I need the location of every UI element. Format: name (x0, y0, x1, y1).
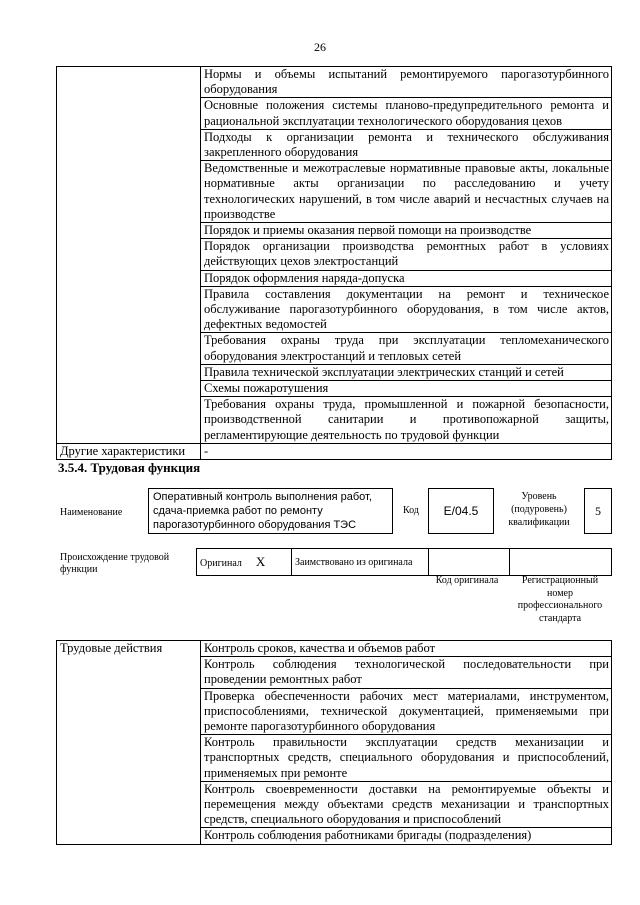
code-original-cell (429, 549, 510, 576)
other-characteristics-value: - (201, 443, 612, 459)
knowledge-item: Порядок оформления наряда-допуска (201, 270, 612, 286)
labor-action-row (57, 641, 612, 657)
knowledge-item: Схемы пожаротушения (201, 381, 612, 397)
qualification-level-box: 5 (584, 488, 612, 534)
reg-number-label: Регистрационный номер профессионального стандарта (517, 575, 603, 624)
original-mark: X (255, 553, 266, 569)
function-name-box: Оперативный контроль выполнения работ, сдача-приемка работ по ремонту парогазотурбинного оборудования ТЭС (148, 488, 393, 534)
labor-action-item: Контроль сроков, качества и объемов работ (201, 641, 612, 657)
knowledge-item: Требования охраны труда при эксплуатации тепломеханического оборудования электростанций и тепловых сетей (201, 333, 612, 364)
knowledge-item: Ведомственные и межотраслевые нормативные правовые акты, локальные нормативные акты организации по расследованию и учету технологических нарушений, в том числе аварий и несчастных случаев на производстве (201, 161, 612, 223)
knowledge-row (57, 67, 612, 98)
code-original-label: Код оригинала (435, 575, 499, 586)
knowledge-item: Требования охраны труда, промышленной и пожарной безопасности, производственной санитарии и противопожарной защиты, регламентирующие деятельность по трудовой функции (201, 397, 612, 444)
reg-number-cell (510, 549, 612, 576)
code-label: Код (403, 505, 419, 516)
knowledge-item: Правила технической эксплуатации электрических станций и сетей (201, 364, 612, 380)
page-number: 26 (314, 40, 326, 54)
knowledge-item: Порядок и приемы оказания первой помощи на производстве (201, 223, 612, 239)
knowledge-item: Порядок организации производства ремонтных работ в условиях действующих цехов электростанций (201, 239, 612, 270)
qualification-level-label: Уровень (подуровень) квалификации (508, 491, 570, 528)
labor-action-item: Контроль своевременности доставки на ремонтируемые объекты и перемещения между объектами средств механизации и транспортных средств, специального оборудования и приспособлений (201, 781, 612, 828)
original-label: Оригинал (200, 557, 242, 569)
name-label: Наименование (60, 507, 123, 518)
labor-action-item: Контроль соблюдения технологической последовательности при проведении ремонтных работ (201, 657, 612, 688)
origin-label: Происхождение трудовой функции (60, 552, 170, 575)
labor-action-item: Контроль правильности эксплуатации средств механизации и транспортных средств, специального оборудования и приспособлений, применяемых при ремонте (201, 735, 612, 782)
other-characteristics-label: Другие характеристики (57, 443, 201, 459)
knowledge-item: Подходы к организации ремонта и технического обслуживания закрепленного оборудования (201, 129, 612, 160)
section-title: 3.5.4. Трудовая функция (58, 460, 201, 475)
other-characteristics-row (57, 443, 612, 459)
origin-table (196, 548, 612, 576)
labor-action-item: Контроль соблюдения работниками бригады (подразделения) (201, 828, 612, 844)
knowledge-label-cell (57, 67, 201, 444)
labor-actions-label: Трудовые действия (57, 641, 201, 845)
original-cell (197, 549, 292, 576)
code-value-box: E/04.5 (428, 488, 494, 534)
labor-actions-table (56, 640, 612, 845)
knowledge-item: Нормы и объемы испытаний ремонтируемого парогазотурбинного оборудования (201, 67, 612, 98)
knowledge-item: Основные положения системы планово-предупредительного ремонта и рациональной эксплуатации технологического оборудования цехов (201, 98, 612, 129)
borrowed-cell: Заимствовано из оригинала (292, 549, 429, 576)
knowledge-item: Правила составления документации на ремонт и техническое обслуживание парогазотурбинного оборудования, в том числе актов, дефектных ведомостей (201, 286, 612, 333)
labor-action-item: Проверка обеспеченности рабочих мест материалами, инструментом, приспособлениями, технической документацией, применяемыми при ремонте парогазотурбинного оборудования (201, 688, 612, 735)
knowledge-table (56, 66, 612, 460)
